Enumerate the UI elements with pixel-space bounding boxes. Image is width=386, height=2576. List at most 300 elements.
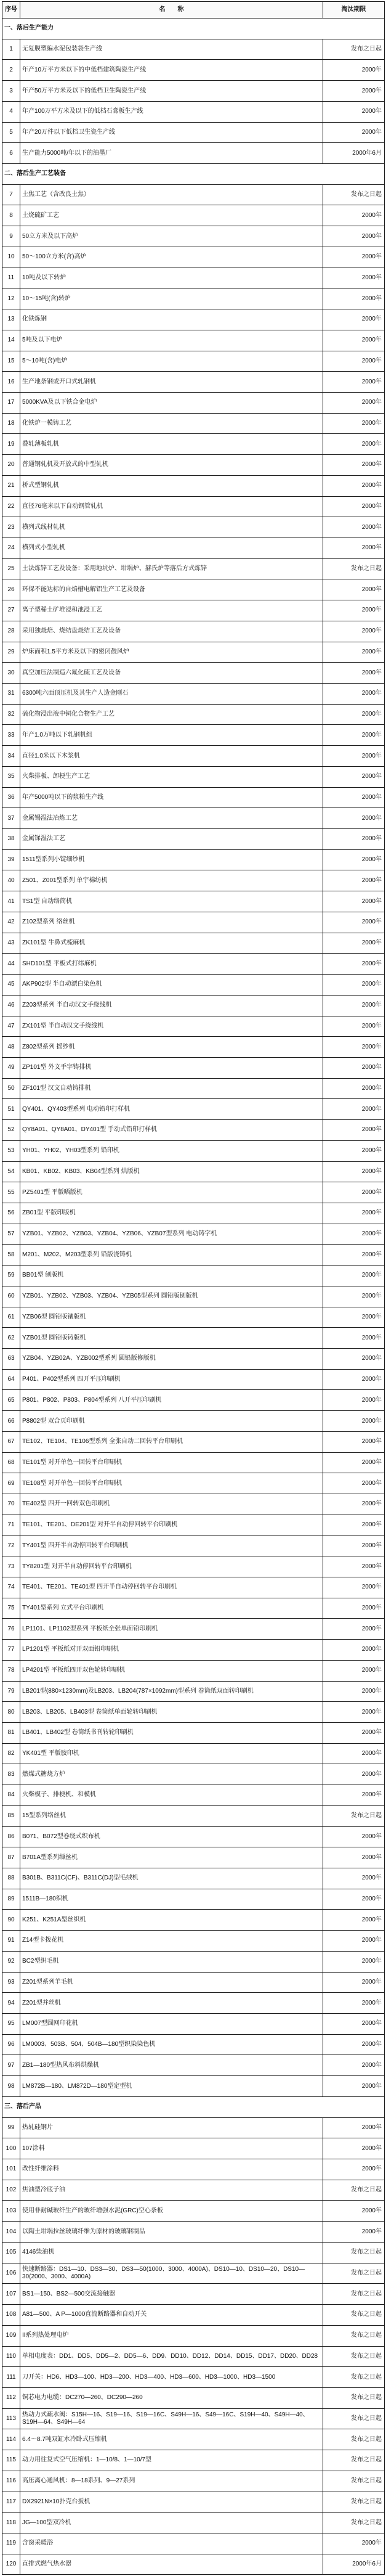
row-deadline: 发布之日起	[323, 2492, 385, 2513]
table-row	[2, 268, 385, 288]
row-deadline: 2000年	[323, 81, 385, 102]
row-name: 环保不能达标的自焙槽电解铝生产工艺及设备	[20, 579, 323, 600]
table-row	[2, 2055, 385, 2076]
header-deadline: 淘汰期限	[323, 2, 385, 18]
row-seq: 96	[2, 2034, 20, 2055]
row-name: 横列式线材轧机	[20, 517, 323, 538]
table-row	[2, 1826, 385, 1847]
row-name: 炉床面积1.5平方米及以下的密闭鼓风炉	[20, 642, 323, 663]
row-deadline: 2000年	[323, 268, 385, 288]
row-deadline: 2000年	[323, 663, 385, 684]
table-row	[2, 2554, 385, 2575]
row-name: YZB04、YZB02A、YZB002型系列 圆铅版修版机	[20, 1349, 323, 1370]
row-seq: 95	[2, 2014, 20, 2035]
row-deadline: 2000年	[323, 1494, 385, 1515]
row-name: YZB01、YZB02、YZB03、YZB04、YZB06、YZB07型系列 电动铸字机	[20, 1224, 323, 1245]
row-name: Z203型系列 半自动汉文手绕线机	[20, 995, 323, 1016]
row-seq: 113	[2, 2408, 20, 2429]
row-name: 动力用往复式空气压缩机：1—10/8、1—10/7型	[20, 2450, 323, 2471]
row-deadline: 发布之日起	[323, 2513, 385, 2533]
row-deadline: 2000年	[323, 621, 385, 642]
row-deadline: 发布之日起	[323, 2408, 385, 2429]
row-deadline: 2000年	[323, 2138, 385, 2159]
table-row	[2, 2305, 385, 2326]
row-deadline: 2000年	[323, 1515, 385, 1535]
table-row	[2, 1764, 385, 1785]
row-deadline: 2000年	[323, 891, 385, 912]
row-name: YZB01、YZB02、YZB03、YZB04、YZB05型系列 圆铅版刨版机	[20, 1286, 323, 1307]
row-seq: 105	[2, 2242, 20, 2263]
table-row	[2, 600, 385, 621]
row-deadline: 2000年	[323, 1910, 385, 1931]
table-row	[2, 1577, 385, 1598]
row-name: TE108型 对开单色一回转平台印刷机	[20, 1473, 323, 1494]
row-name: 土烧硫矿工艺	[20, 205, 323, 226]
table-row	[2, 1681, 385, 1702]
row-name: TS1型 自动络筒机	[20, 891, 323, 912]
row-deadline: 2000年	[323, 101, 385, 122]
row-deadline: 2000年	[323, 392, 385, 413]
row-deadline: 2000年	[323, 2076, 385, 2097]
row-deadline: 2000年	[323, 1868, 385, 1889]
row-name: BS1—150、BS2—500交流接触器	[20, 2284, 323, 2305]
row-name: LB201型(880×1230mm)及LB203、LB204(787×1092mm)型系列 卷筒纸双面转印刷机	[20, 1681, 323, 1702]
row-name: 无复膜塑编水泥包装袋生产线	[20, 39, 323, 60]
table-row	[2, 1328, 385, 1349]
row-name: 10～15吨(含)转炉	[20, 288, 323, 309]
table-row	[2, 2076, 385, 2097]
table-row	[2, 1847, 385, 1868]
row-seq: 79	[2, 1681, 20, 1702]
row-seq: 98	[2, 2076, 20, 2097]
table-row	[2, 2429, 385, 2450]
row-name: 硫化物浸出液中铜化合物生产工艺	[20, 704, 323, 725]
row-seq: 68	[2, 1452, 20, 1473]
table-row	[2, 975, 385, 996]
row-seq: 85	[2, 1805, 20, 1826]
row-seq: 53	[2, 1140, 20, 1161]
header-seq: 序号	[2, 2, 20, 18]
table-row	[2, 1161, 385, 1182]
row-deadline: 2000年	[323, 2222, 385, 2243]
table-row	[2, 2471, 385, 2492]
row-name: P401、P402型系列 四开平压印刷机	[20, 1369, 323, 1390]
row-seq: 64	[2, 1369, 20, 1390]
row-seq: 45	[2, 975, 20, 996]
row-name: TY401型 四开半自动停回转平台印刷机	[20, 1535, 323, 1556]
table-row	[2, 2387, 385, 2408]
table-row	[2, 579, 385, 600]
table-row	[2, 372, 385, 393]
row-seq: 37	[2, 808, 20, 829]
row-seq: 87	[2, 1847, 20, 1868]
row-seq: 23	[2, 517, 20, 538]
table-row	[2, 1245, 385, 1266]
row-name: 燃煤式糖烧方炉	[20, 1764, 323, 1785]
row-deadline: 2000年	[323, 1182, 385, 1203]
row-name: 金属锡湿法冶炼工艺	[20, 808, 323, 829]
row-name: 10吨及以下转炉	[20, 268, 323, 288]
row-name: B301B、B311C(CF)、B311C(DJ)型毛绒机	[20, 1868, 323, 1889]
row-deadline: 2000年	[323, 1764, 385, 1785]
row-deadline: 2000年	[323, 1993, 385, 2014]
row-deadline: 发布之日起	[323, 2367, 385, 2388]
table-row	[2, 2408, 385, 2429]
row-deadline: 2000年	[323, 1016, 385, 1037]
table-row	[2, 2117, 385, 2138]
table-row	[2, 2180, 385, 2201]
row-deadline: 2000年	[323, 1702, 385, 1723]
table-row	[2, 205, 385, 226]
row-seq: 83	[2, 1764, 20, 1785]
row-seq: 108	[2, 2305, 20, 2326]
row-deadline: 2000年	[323, 725, 385, 746]
row-seq: 73	[2, 1556, 20, 1577]
row-deadline: 2000年	[323, 2055, 385, 2076]
row-deadline: 2000年	[323, 2201, 385, 2222]
row-deadline: 2000年	[323, 1286, 385, 1307]
row-name: 50立方米及以下高炉	[20, 226, 323, 247]
row-seq: 102	[2, 2180, 20, 2201]
row-name: 金属锑湿法工艺	[20, 829, 323, 850]
row-deadline: 2000年	[323, 1203, 385, 1224]
row-deadline: 2000年	[323, 1743, 385, 1764]
table-row	[2, 2201, 385, 2222]
row-deadline: 2000年6月	[323, 143, 385, 164]
table-row	[2, 912, 385, 933]
row-seq: 106	[2, 2263, 20, 2284]
row-seq: 16	[2, 372, 20, 393]
table-row	[2, 1307, 385, 1328]
row-deadline: 2000年	[323, 1681, 385, 1702]
row-name: PZ5401型 平版晒版机	[20, 1182, 323, 1203]
table-row	[2, 1411, 385, 1432]
row-deadline: 2000年	[323, 1931, 385, 1952]
row-name: TE101、TE201、DE201型 对开半自动停回转平台印刷机	[20, 1515, 323, 1535]
elimination-table	[2, 1, 385, 2575]
row-deadline: 2000年	[323, 517, 385, 538]
row-name: 单相电度表：DD1、DD5、DD5—2、DD5—6、DD9、DD10、DD12、DD14、DD15、DD17、DD20、DD28	[20, 2346, 323, 2367]
row-seq: 115	[2, 2450, 20, 2471]
row-deadline: 2000年	[323, 1120, 385, 1141]
row-name: 快速断路器：DS1—10、DS3—30、DS3—50(1000、3000、4000A)、DS10—10、DS10—20、DS10—30(2000、3000、4000A)	[20, 2263, 323, 2284]
row-seq: 112	[2, 2387, 20, 2408]
row-seq: 6	[2, 143, 20, 164]
table-row	[2, 787, 385, 808]
row-name: 年产20万件以下低档卫生瓷生产线	[20, 122, 323, 143]
row-seq: 103	[2, 2201, 20, 2222]
row-seq: 9	[2, 226, 20, 247]
row-deadline: 发布之日起	[323, 2180, 385, 2201]
row-seq: 46	[2, 995, 20, 1016]
row-deadline: 2000年	[323, 1224, 385, 1245]
row-deadline: 2000年	[323, 1473, 385, 1494]
row-deadline: 2000年	[323, 1161, 385, 1182]
table-row	[2, 933, 385, 954]
row-name: 直径76毫米以下自动钢管轧机	[20, 496, 323, 517]
row-name: ZX101型 半自动汉文手绕线机	[20, 1016, 323, 1037]
row-seq: 26	[2, 579, 20, 600]
table-row	[2, 1972, 385, 1993]
row-name: TE102、TE104、TE106型系列 全张自动二回转平台印刷机	[20, 1431, 323, 1452]
table-row	[2, 517, 385, 538]
row-deadline: 2000年	[323, 1889, 385, 1910]
row-deadline: 2000年	[323, 434, 385, 455]
row-name: 化铁炼钢	[20, 309, 323, 330]
row-name: 5～10吨(含)电炉	[20, 351, 323, 372]
row-name: 生产地条钢或开口式轧钢机	[20, 372, 323, 393]
row-name: 离子型稀土矿堆浸和池浸工艺	[20, 600, 323, 621]
table-row	[2, 1286, 385, 1307]
row-name: 年产5000吨以下的浆粕生产线	[20, 787, 323, 808]
table-row	[2, 2263, 385, 2284]
table-row	[2, 1120, 385, 1141]
row-deadline: 发布之日起	[323, 39, 385, 60]
row-seq: 65	[2, 1390, 20, 1411]
row-seq: 2	[2, 60, 20, 81]
row-name: 真空加压法制造六氟化硫工艺及设备	[20, 663, 323, 684]
row-deadline: 2000年	[323, 829, 385, 850]
row-deadline: 2000年	[323, 1078, 385, 1099]
row-deadline: 2000年	[323, 351, 385, 372]
table-row	[2, 1140, 385, 1161]
row-name: II系列热处理电炉	[20, 2325, 323, 2346]
row-deadline: 2000年	[323, 1452, 385, 1473]
row-seq: 39	[2, 849, 20, 870]
row-name: YH01、YH02、YH03型系列 铅印机	[20, 1140, 323, 1161]
table-row	[2, 1452, 385, 1473]
row-deadline: 发布之日起	[323, 2471, 385, 2492]
row-seq: 8	[2, 205, 20, 226]
row-name: 桥式型钢轧机	[20, 475, 323, 496]
row-seq: 100	[2, 2138, 20, 2159]
row-seq: 5	[2, 122, 20, 143]
row-name: M201、M202、M203型系列 铅版浇铸机	[20, 1245, 323, 1266]
row-name: 年产50万平方米及以下的低档卫生陶瓷生产线	[20, 81, 323, 102]
row-deadline: 2000年	[323, 1640, 385, 1661]
row-deadline: 发布之日起	[323, 184, 385, 205]
row-deadline: 2000年	[323, 1577, 385, 1598]
row-deadline: 2000年	[323, 205, 385, 226]
row-seq: 74	[2, 1577, 20, 1598]
row-deadline: 2000年	[323, 600, 385, 621]
row-name: 火柴模子、排梗机、和模机	[20, 1785, 323, 1806]
header-name: 名 称	[20, 2, 323, 18]
row-name: 直排式燃气热水器	[20, 2554, 323, 2575]
row-seq: 44	[2, 954, 20, 975]
table-row	[2, 1057, 385, 1078]
row-seq: 17	[2, 392, 20, 413]
table-row	[2, 392, 385, 413]
row-deadline: 2000年	[323, 684, 385, 705]
row-name: YK401型 平版胶印机	[20, 1743, 323, 1764]
row-name: BB01型 刨版机	[20, 1266, 323, 1286]
table-row	[2, 538, 385, 558]
table-row	[2, 434, 385, 455]
row-seq: 47	[2, 1016, 20, 1037]
row-deadline: 2000年	[323, 496, 385, 517]
row-seq: 99	[2, 2117, 20, 2138]
row-name: Z201型系列羊毛机	[20, 1972, 323, 1993]
table-row	[2, 1390, 385, 1411]
row-name: SHD101型 平板式打纬麻机	[20, 954, 323, 975]
row-name: LB203、LB205、LB403型 卷筒纸单面轮转印刷机	[20, 1702, 323, 1723]
row-name: 热轧硅钢片	[20, 2117, 323, 2138]
table-row	[2, 2222, 385, 2243]
table-row	[2, 2014, 385, 2035]
row-name: TE401、TE201、TE401型 四开半自动停回转平台印刷机	[20, 1577, 323, 1598]
row-deadline: 发布之日起	[323, 2263, 385, 2284]
row-deadline: 2000年	[323, 1951, 385, 1972]
row-name: 107涂料	[20, 2138, 323, 2159]
section-header-row	[2, 2096, 385, 2117]
row-deadline: 发布之日起	[323, 2387, 385, 2408]
table-row	[2, 1951, 385, 1972]
row-seq: 12	[2, 288, 20, 309]
row-deadline: 2000年	[323, 1785, 385, 1806]
row-seq: 48	[2, 1037, 20, 1058]
row-deadline: 2000年	[323, 954, 385, 975]
row-name: 横列式小型轧机	[20, 538, 323, 558]
row-seq: 29	[2, 642, 20, 663]
section-title: 二、落后生产工艺装备	[2, 164, 385, 185]
row-deadline: 2000年	[323, 808, 385, 829]
table-row	[2, 1619, 385, 1640]
row-name: 火柴排板、卸梗生产工艺	[20, 766, 323, 787]
row-deadline: 2000年	[323, 1535, 385, 1556]
row-seq: 101	[2, 2159, 20, 2180]
row-deadline: 2000年	[323, 849, 385, 870]
row-name: A81—500、A P—1000直流断路器和自动开关	[20, 2305, 323, 2326]
row-name: Z802型系列 摇纱机	[20, 1037, 323, 1058]
table-row	[2, 351, 385, 372]
table-row	[2, 558, 385, 579]
table-row	[2, 1785, 385, 1806]
table-row	[2, 1266, 385, 1286]
table-row	[2, 849, 385, 870]
row-seq: 114	[2, 2429, 20, 2450]
table-row	[2, 2492, 385, 2513]
section-title: 三、落后产品	[2, 2096, 385, 2117]
row-deadline: 2000年	[323, 1556, 385, 1577]
row-deadline: 2000年	[323, 60, 385, 81]
row-seq: 71	[2, 1515, 20, 1535]
row-seq: 89	[2, 1889, 20, 1910]
row-name: ZK101型 牛鼻式梳麻机	[20, 933, 323, 954]
row-deadline: 发布之日起	[323, 2242, 385, 2263]
table-row	[2, 2138, 385, 2159]
row-deadline: 2000年	[323, 766, 385, 787]
table-row	[2, 184, 385, 205]
table-row	[2, 621, 385, 642]
row-name: 5000KVA及以下铁合金电炉	[20, 392, 323, 413]
row-seq: 21	[2, 475, 20, 496]
row-seq: 55	[2, 1182, 20, 1203]
row-seq: 62	[2, 1328, 20, 1349]
row-name: QY8A01、QY8A01、DY401型 手动式铅印打样机	[20, 1120, 323, 1141]
section-header-row	[2, 164, 385, 185]
row-deadline: 2000年	[323, 975, 385, 996]
row-seq: 31	[2, 684, 20, 705]
table-row	[2, 1931, 385, 1952]
table-row	[2, 1868, 385, 1889]
row-seq: 120	[2, 2554, 20, 2575]
row-deadline: 2000年	[323, 538, 385, 558]
row-name: K251、K251A型丝织机	[20, 1910, 323, 1931]
table-row	[2, 496, 385, 517]
row-seq: 42	[2, 912, 20, 933]
row-name: LM872B—180、LM872D—180型定型机	[20, 2076, 323, 2097]
row-seq: 92	[2, 1951, 20, 1972]
row-deadline: 2000年6月	[323, 2554, 385, 2575]
table-row	[2, 1993, 385, 2014]
row-deadline: 2000年	[323, 912, 385, 933]
row-name: 焦油型冷底子油	[20, 2180, 323, 2201]
table-row	[2, 1515, 385, 1535]
row-name: ZB01型 平版印版机	[20, 1203, 323, 1224]
row-seq: 111	[2, 2367, 20, 2388]
row-deadline: 2000年	[323, 1099, 385, 1120]
row-seq: 88	[2, 1868, 20, 1889]
row-name: 直径1.0米以下木浆机	[20, 746, 323, 767]
row-deadline: 发布之日起	[323, 2450, 385, 2471]
row-deadline: 2000年	[323, 1722, 385, 1743]
table-row	[2, 2159, 385, 2180]
table-row	[2, 1640, 385, 1661]
row-name: 15型系列络丝机	[20, 1805, 323, 1826]
row-name: LP1201型 平板纸对开双面铅印刷机	[20, 1640, 323, 1661]
row-name: QY401、QY403型系列 电动铅印打样机	[20, 1099, 323, 1120]
table-row	[2, 122, 385, 143]
row-name: 6300吨六面顶压机及其生产人造金刚石	[20, 684, 323, 705]
row-name: KB01、KB02、KB03、KB04型系列 烘版机	[20, 1161, 323, 1182]
table-row	[2, 725, 385, 746]
row-deadline: 2000年	[323, 413, 385, 434]
row-name: 6.4～8.7吨双缸水冷卧式压缩机	[20, 2429, 323, 2450]
row-seq: 30	[2, 663, 20, 684]
row-seq: 67	[2, 1431, 20, 1452]
table-row	[2, 2284, 385, 2305]
row-name: 4146柴油机	[20, 2242, 323, 2263]
table-row	[2, 1910, 385, 1931]
row-seq: 90	[2, 1910, 20, 1931]
row-seq: 22	[2, 496, 20, 517]
row-deadline: 2000年	[323, 2014, 385, 2035]
table-row	[2, 1078, 385, 1099]
row-deadline: 2000年	[323, 475, 385, 496]
row-deadline: 发布之日起	[323, 2429, 385, 2450]
row-name: P8802型 双合页印刷机	[20, 1411, 323, 1432]
row-deadline: 发布之日起	[323, 2325, 385, 2346]
table-row	[2, 1349, 385, 1370]
row-seq: 20	[2, 455, 20, 476]
row-deadline: 2000年	[323, 247, 385, 268]
table-row	[2, 1556, 385, 1577]
table-row	[2, 704, 385, 725]
row-seq: 35	[2, 766, 20, 787]
row-name: 刀开关：HD6、HD3—100、HD3—200、HD3—400、HD3—600、HD3—1000、HD3—1500	[20, 2367, 323, 2388]
table-row	[2, 330, 385, 351]
row-name: 1511型系列小锭细纱机	[20, 849, 323, 870]
row-name: 1511B—180织机	[20, 1889, 323, 1910]
row-name: LP1101、LP1102型系列 平板纸全张单面铅印刷机	[20, 1619, 323, 1640]
row-seq: 119	[2, 2533, 20, 2554]
row-name: P801、P802、P803、P804型系列 八开平压印刷机	[20, 1390, 323, 1411]
row-name: 使用非耐碱玻纤生产的玻纤增强水泥(GRC)空心条板	[20, 2201, 323, 2222]
row-deadline: 2000年	[323, 1847, 385, 1868]
table-row	[2, 1598, 385, 1619]
row-name: 普通钢轧机及开放式的中型轧机	[20, 455, 323, 476]
